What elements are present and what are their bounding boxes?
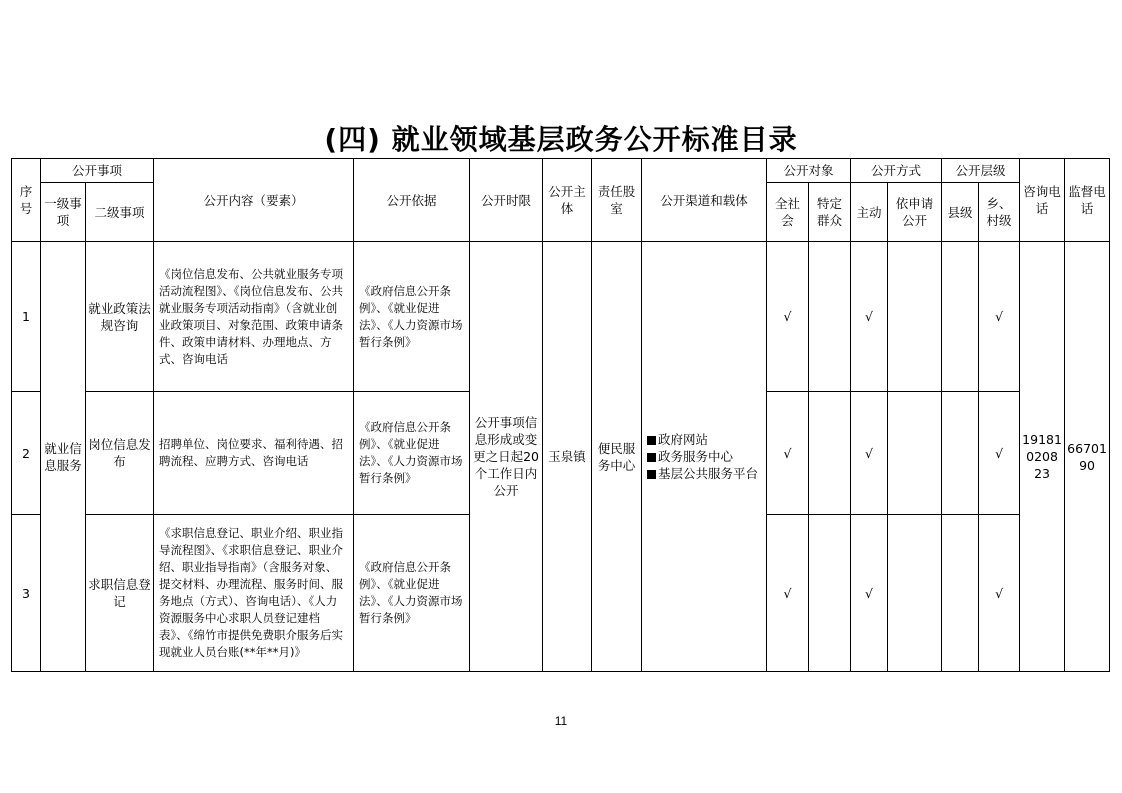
header-specific-group: 特定群众 <box>809 183 851 242</box>
row-content: 《求职信息登记、职业介绍、职业指导流程图》、《求职信息登记、职业介绍、职业指导指南》（含服务对象、提交材料、办理流程、服务时间、服务地点（方式）、咨询电话）、《人力资源服务中心求职人员登记建档表》、《绵竹市提供免费职介服务后实现就业人员台账(**年**月)》 <box>154 515 354 672</box>
consult-phone-cell: 191810208 23 <box>1020 242 1065 672</box>
supervise-phone-cell: 6670190 <box>1065 242 1110 672</box>
check-active: √ <box>851 392 888 515</box>
check-township: √ <box>979 515 1020 672</box>
header-whole-society: 全社会 <box>767 183 809 242</box>
check-whole-society: √ <box>767 515 809 672</box>
table-row <box>12 242 1110 392</box>
header-public-matters: 公开事项 <box>41 159 154 183</box>
level1-cell: 就业信息服务 <box>41 242 86 672</box>
empty-county <box>942 392 979 515</box>
header-supervise-phone: 监督电话 <box>1065 159 1110 242</box>
square-bullet-icon <box>647 436 656 445</box>
row-content: 《岗位信息发布、公共就业服务专项活动流程图》、《岗位信息发布、公共就业服务专项活动指南》（含就业创业政策项目、对象范围、政策申请条件、政策申请材料、办理地点、方式、咨询电话 <box>154 242 354 392</box>
catalog-table <box>11 158 1110 672</box>
page-title: (四) 就业领域基层政务公开标准目录 <box>324 123 798 156</box>
header-audience: 公开对象 <box>767 159 851 183</box>
check-whole-society: √ <box>767 242 809 392</box>
square-bullet-icon <box>647 470 656 479</box>
check-active: √ <box>851 515 888 672</box>
channel-item: 政务服务中心 <box>647 448 761 465</box>
header-active: 主动 <box>851 183 888 242</box>
check-whole-society: √ <box>767 392 809 515</box>
row-basis: 《政府信息公开条例》、《就业促进法》、《人力资源市场暂行条例》 <box>354 515 470 672</box>
header-seq: 序号 <box>12 159 41 242</box>
header-dept: 责任股室 <box>592 159 642 242</box>
empty-specific-group <box>809 515 851 672</box>
empty-county <box>942 242 979 392</box>
row-basis: 《政府信息公开条例》、《就业促进法》、《人力资源市场暂行条例》 <box>354 392 470 515</box>
empty-county <box>942 515 979 672</box>
header-on-request: 依申请公开 <box>888 183 942 242</box>
header-county: 县级 <box>942 183 979 242</box>
dept-cell: 便民服务中心 <box>592 242 642 672</box>
check-township: √ <box>979 242 1020 392</box>
row-level2: 就业政策法规咨询 <box>86 242 154 392</box>
header-content: 公开内容（要素） <box>154 159 354 242</box>
empty-on-request <box>888 242 942 392</box>
row-level2: 求职信息登记 <box>86 515 154 672</box>
subject-cell: 玉泉镇 <box>543 242 592 672</box>
header-level: 公开层级 <box>942 159 1020 183</box>
header-time-limit: 公开时限 <box>470 159 543 242</box>
header-level1: 一级事项 <box>41 183 86 242</box>
header-subject: 公开主体 <box>543 159 592 242</box>
check-township: √ <box>979 392 1020 515</box>
empty-on-request <box>888 392 942 515</box>
row-seq: 1 <box>12 242 41 392</box>
header-consult-phone: 咨询电话 <box>1020 159 1065 242</box>
header-channel: 公开渠道和载体 <box>642 159 767 242</box>
empty-specific-group <box>809 242 851 392</box>
row-level2: 岗位信息发布 <box>86 392 154 515</box>
header-township: 乡、村级 <box>979 183 1020 242</box>
channel-item: 政府网站 <box>647 431 761 448</box>
row-basis: 《政府信息公开条例》、《就业促进法》、《人力资源市场暂行条例》 <box>354 242 470 392</box>
empty-on-request <box>888 515 942 672</box>
header-method: 公开方式 <box>851 159 942 183</box>
square-bullet-icon <box>647 453 656 462</box>
row-seq: 2 <box>12 392 41 515</box>
row-seq: 3 <box>12 515 41 672</box>
check-active: √ <box>851 242 888 392</box>
channel-cell <box>642 242 767 672</box>
time-limit-cell: 公开事项信息形成或变更之日起20个工作日内公开 <box>470 242 543 672</box>
header-level2: 二级事项 <box>86 183 154 242</box>
row-content: 招聘单位、岗位要求、福利待遇、招聘流程、应聘方式、咨询电话 <box>154 392 354 515</box>
page-number: 11 <box>554 714 568 728</box>
channel-item: 基层公共服务平台 <box>647 465 761 482</box>
empty-specific-group <box>809 392 851 515</box>
header-basis: 公开依据 <box>354 159 470 242</box>
